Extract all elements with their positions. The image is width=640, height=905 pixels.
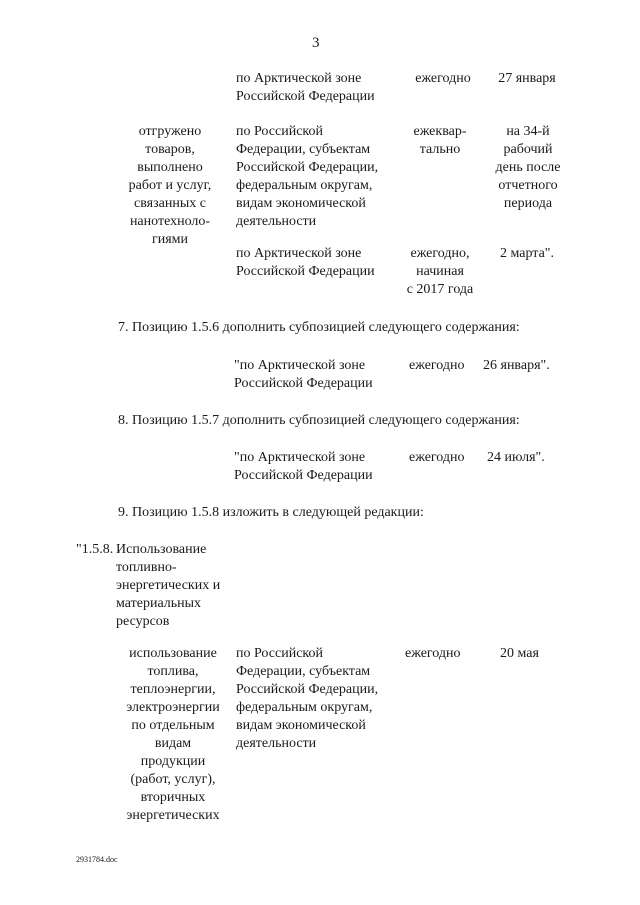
sub7-frequency: ежегодно	[409, 358, 465, 373]
row2-desc-line: работ и услуг,	[128, 178, 212, 193]
row158-area-line: Российской Федерации,	[236, 682, 379, 697]
sub8-deadline: 24 июля".	[487, 450, 545, 465]
row2-deadline-line: отчетного	[498, 178, 558, 193]
row2-description	[118, 123, 222, 249]
row2-desc-line: отгружено	[138, 124, 202, 139]
row3-area-line: по Арктической зоне	[236, 246, 362, 261]
sub7-area-line: Российской Федерации	[234, 376, 373, 391]
position-title-line: материальных	[116, 596, 202, 611]
row3-freq-line: ежегодно,	[410, 246, 470, 261]
position-code: "1.5.8.	[76, 542, 114, 557]
page-number: 3	[312, 35, 320, 51]
row1-area	[236, 70, 375, 106]
row158-area-line: видам экономической	[236, 718, 366, 733]
row2-frequency	[398, 123, 482, 159]
row1-deadline: 27 января	[498, 71, 556, 86]
row2-desc-line: гиями	[151, 232, 189, 247]
row158-area-line: федеральным округам,	[236, 700, 373, 715]
row3-deadline: 2 марта".	[499, 246, 554, 261]
paragraph-8: 8. Позицию 1.5.7 дополнить субпозицией следующего содержания:	[118, 413, 520, 428]
row158-frequency: ежегодно	[405, 646, 461, 661]
row2-deadline	[482, 123, 574, 213]
sub8-frequency: ежегодно	[409, 450, 465, 465]
position-title	[116, 541, 220, 631]
row158-desc-line: видам	[154, 736, 192, 751]
sub7-deadline: 26 января".	[483, 358, 550, 373]
position-title-line: Использование	[116, 542, 207, 557]
row158-desc-line: по отдельным	[131, 718, 215, 733]
row158-desc-line: (работ, услуг),	[130, 772, 216, 787]
row3-freq-line: начиная	[416, 264, 464, 279]
row2-freq-line: тально	[419, 142, 461, 157]
row158-desc-line: электроэнергии	[126, 700, 220, 715]
row3-frequency	[398, 245, 482, 299]
row2-area-line: федеральным округам,	[236, 178, 373, 193]
row158-desc-line: топлива,	[147, 664, 199, 679]
row2-deadline-line: периода	[503, 196, 553, 211]
position-title-line: топливно-	[116, 560, 177, 575]
row2-area-line: деятельности	[236, 214, 317, 229]
row158-deadline: 20 мая	[500, 646, 539, 661]
sub8-area-line: Российской Федерации	[234, 468, 373, 483]
row158-area-line: по Российской	[236, 646, 323, 661]
row2-desc-line: товаров,	[145, 142, 195, 157]
row1-frequency: ежегодно	[415, 71, 471, 86]
position-title-line: энергетических и	[116, 578, 221, 593]
row2-freq-line: ежеквар-	[413, 124, 467, 139]
row2-deadline-line: на 34-й	[506, 124, 550, 139]
position-title-line: ресурсов	[116, 614, 170, 629]
sub7-area	[234, 357, 373, 393]
row158-area-line: деятельности	[236, 736, 317, 751]
row2-desc-line: выполнено	[137, 160, 203, 175]
row3-freq-line: с 2017 года	[406, 282, 474, 297]
paragraph-7: 7. Позицию 1.5.6 дополнить субпозицией следующего содержания:	[118, 320, 520, 335]
row2-area-line: по Российской	[236, 124, 323, 139]
row1-area-line: Российской Федерации	[236, 89, 375, 104]
row158-desc-line: энергетических	[126, 808, 220, 823]
sub8-area-line: "по Арктической зоне	[234, 450, 366, 465]
row158-description	[116, 645, 230, 825]
row158-desc-line: вторичных	[140, 790, 206, 805]
row3-area-line: Российской Федерации	[236, 264, 375, 279]
footer-filename: 2931784.doc	[76, 855, 118, 864]
row2-area-line: видам экономической	[236, 196, 366, 211]
row2-deadline-line: день после	[495, 160, 561, 175]
row158-desc-line: продукции	[140, 754, 206, 769]
row2-desc-line: нанотехноло-	[129, 214, 211, 229]
row2-area-line: Российской Федерации,	[236, 160, 379, 175]
sub8-area	[234, 449, 373, 485]
row1-area-line: по Арктической зоне	[236, 71, 362, 86]
row2-area-line: Федерации, субъектам	[236, 142, 371, 157]
row158-desc-line: использование	[129, 646, 217, 661]
row3-area	[236, 245, 375, 281]
row158-area	[236, 645, 378, 753]
row158-area-line: Федерации, субъектам	[236, 664, 371, 679]
row158-desc-line: теплоэнергии,	[130, 682, 216, 697]
paragraph-9: 9. Позицию 1.5.8 изложить в следующей редакции:	[118, 505, 424, 520]
sub7-area-line: "по Арктической зоне	[234, 358, 366, 373]
row2-deadline-line: рабочий	[503, 142, 553, 157]
row2-desc-line: связанных с	[134, 196, 206, 211]
row2-area	[236, 123, 378, 231]
